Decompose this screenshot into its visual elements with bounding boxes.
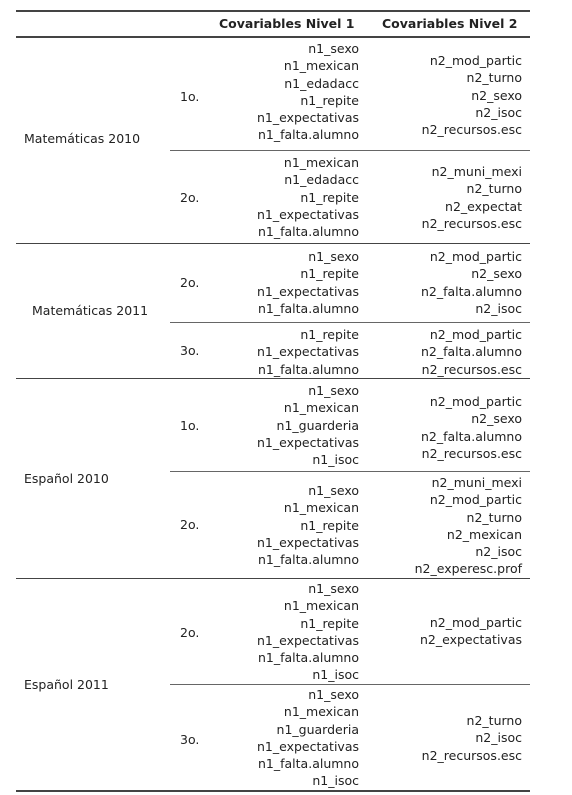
list-item: n2_recursos.esc bbox=[421, 215, 522, 231]
list-item: n1_expectativas bbox=[257, 206, 359, 222]
list-item: n1_sexo bbox=[308, 249, 359, 264]
list-item: n1_repite bbox=[300, 92, 359, 108]
list-item: n1_expectativas bbox=[257, 738, 359, 754]
list-item: n1_falta.alumno bbox=[258, 650, 359, 666]
row-divider bbox=[170, 471, 530, 472]
list-item: n2_recursos.esc bbox=[421, 445, 522, 461]
subject-label: Español 2011 bbox=[24, 677, 109, 692]
list-item: n1_expectativas bbox=[257, 283, 359, 299]
grade-label: 3o. bbox=[180, 732, 200, 747]
list-item: n2_experesc.prof bbox=[414, 561, 522, 577]
grade-label: 1o. bbox=[180, 418, 200, 433]
nivel1-list bbox=[257, 40, 359, 144]
list-item: n1_guarderia bbox=[276, 417, 359, 433]
list-item: n1_mexican bbox=[283, 400, 359, 416]
grade-label: 2o. bbox=[180, 190, 200, 205]
list-item: n2_mod_partic bbox=[429, 394, 522, 409]
header-nivel2: Covariables Nivel 2 bbox=[382, 16, 518, 31]
list-item: n1_expectativas bbox=[257, 632, 359, 648]
row-divider bbox=[170, 150, 530, 151]
list-item: n1_sexo bbox=[308, 41, 359, 56]
list-item: n1_sexo bbox=[308, 687, 359, 702]
list-item: n2_sexo bbox=[471, 266, 522, 282]
list-item: n2_isoc bbox=[475, 300, 522, 316]
nivel1-list bbox=[257, 686, 359, 790]
list-item: n1_guarderia bbox=[276, 721, 359, 737]
list-item: n1_falta.alumno bbox=[258, 300, 359, 316]
list-item: n2_muni_mexi bbox=[431, 164, 522, 179]
nivel2-list bbox=[422, 712, 522, 764]
nivel1-list bbox=[257, 482, 359, 568]
nivel1-list bbox=[257, 580, 359, 684]
list-item: n2_mod_partic bbox=[429, 327, 522, 342]
list-item: n1_falta.alumno bbox=[258, 127, 359, 143]
list-item: n2_turno bbox=[466, 509, 522, 525]
list-item: n2_turno bbox=[466, 713, 522, 728]
list-item: n2_recursos.esc bbox=[421, 122, 522, 138]
subject-label: Matemáticas 2011 bbox=[32, 303, 149, 318]
list-item: n1_edadacc bbox=[284, 172, 359, 188]
grade-label: 2o. bbox=[180, 517, 200, 532]
list-item: n1_sexo bbox=[308, 383, 359, 398]
header-nivel1: Covariables Nivel 1 bbox=[219, 16, 355, 31]
list-item: n2_recursos.esc bbox=[421, 747, 522, 763]
list-item: n1_falta.alumno bbox=[258, 361, 359, 377]
list-item: n1_sexo bbox=[308, 581, 359, 596]
table-bottom-rule bbox=[16, 790, 530, 792]
list-item: n1_edadacc bbox=[284, 75, 359, 91]
list-item: n1_expectativas bbox=[257, 534, 359, 550]
list-item: n2_isoc bbox=[475, 730, 522, 746]
list-item: n2_turno bbox=[466, 181, 522, 197]
list-item: n2_mod_partic bbox=[429, 53, 522, 68]
list-item: n2_isoc bbox=[475, 544, 522, 560]
list-item: n1_mexican bbox=[283, 598, 359, 614]
list-item: n1_isoc bbox=[312, 773, 359, 789]
nivel2-list bbox=[422, 52, 522, 138]
list-item: n1_falta.alumno bbox=[258, 756, 359, 772]
list-item: n1_mexican bbox=[283, 500, 359, 516]
list-item: n1_mexican bbox=[283, 704, 359, 720]
list-item: n1_sexo bbox=[308, 483, 359, 498]
nivel2-list bbox=[421, 393, 522, 462]
header-bottom-rule bbox=[16, 36, 530, 38]
group-divider bbox=[16, 243, 530, 244]
list-item: n1_repite bbox=[300, 327, 359, 342]
list-item: n1_repite bbox=[300, 517, 359, 533]
list-item: n1_isoc bbox=[312, 667, 359, 683]
list-item: n2_expectativas bbox=[420, 632, 522, 648]
list-item: n1_falta.alumno bbox=[258, 552, 359, 568]
list-item: n1_expectativas bbox=[257, 434, 359, 450]
subject-label: Español 2010 bbox=[24, 471, 109, 486]
list-item: n2_mexican bbox=[446, 526, 522, 542]
list-item: n1_expectativas bbox=[257, 110, 359, 126]
list-item: n2_recursos.esc bbox=[421, 361, 522, 377]
list-item: n2_turno bbox=[466, 70, 522, 86]
list-item: n2_mod_partic bbox=[429, 492, 522, 508]
list-item: n2_expectat bbox=[445, 198, 522, 214]
grade-label: 2o. bbox=[180, 275, 200, 290]
subject-label: Matemáticas 2010 bbox=[24, 131, 141, 146]
list-item: n1_repite bbox=[300, 266, 359, 282]
list-item: n1_isoc bbox=[312, 452, 359, 468]
group-divider bbox=[16, 378, 530, 379]
list-item: n1_mexican bbox=[283, 155, 359, 170]
list-item: n1_mexican bbox=[283, 58, 359, 74]
nivel2-list bbox=[420, 614, 522, 649]
grade-label: 3o. bbox=[180, 343, 200, 358]
grade-label: 2o. bbox=[180, 625, 200, 640]
list-item: n2_sexo bbox=[471, 411, 522, 427]
row-divider bbox=[170, 684, 530, 685]
list-item: n2_mod_partic bbox=[429, 249, 522, 264]
list-item: n2_falta.alumno bbox=[421, 283, 522, 299]
grade-label: 1o. bbox=[180, 89, 200, 104]
list-item: n2_muni_mexi bbox=[431, 475, 522, 490]
nivel1-list bbox=[257, 154, 359, 240]
row-divider bbox=[170, 322, 530, 323]
nivel2-list bbox=[415, 474, 522, 578]
list-item: n2_falta.alumno bbox=[421, 428, 522, 444]
nivel1-list bbox=[257, 382, 359, 468]
nivel2-list bbox=[421, 248, 522, 317]
nivel2-list bbox=[421, 326, 522, 378]
list-item: n2_falta.alumno bbox=[421, 344, 522, 360]
group-divider bbox=[16, 578, 530, 579]
nivel1-list bbox=[257, 248, 359, 317]
list-item: n1_repite bbox=[300, 189, 359, 205]
list-item: n1_expectativas bbox=[257, 344, 359, 360]
nivel1-list bbox=[257, 326, 359, 378]
list-item: n1_falta.alumno bbox=[258, 224, 359, 240]
nivel2-list bbox=[422, 163, 522, 232]
list-item: n1_repite bbox=[300, 615, 359, 631]
list-item: n2_mod_partic bbox=[429, 615, 522, 630]
list-item: n2_isoc bbox=[475, 104, 522, 120]
list-item: n2_sexo bbox=[471, 87, 522, 103]
